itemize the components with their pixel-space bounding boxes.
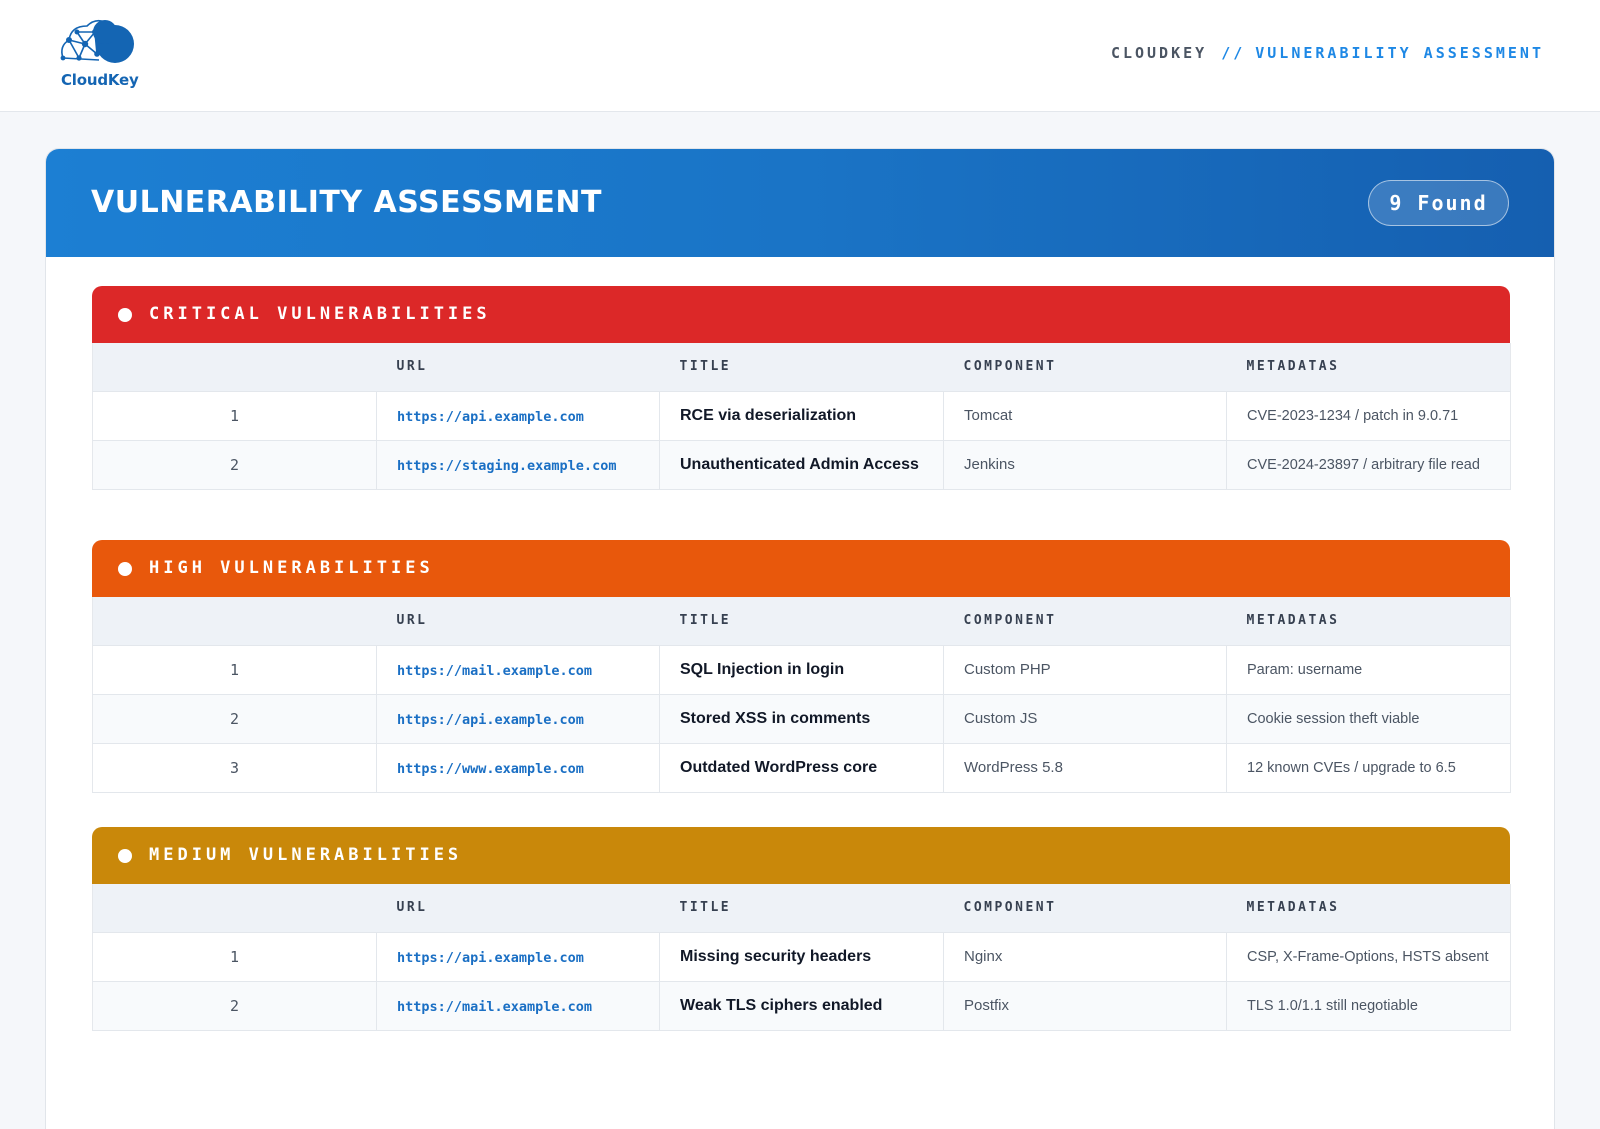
critical-vulnerabilities-section: [92, 286, 1510, 490]
column-header-component: COMPONENT: [944, 884, 1227, 932]
column-header-url: URL: [377, 597, 660, 645]
table-row[interactable]: [93, 440, 1511, 489]
metadata-cell: CSP, X-Frame-Options, HSTS absent: [1227, 932, 1511, 981]
breadcrumb-current-page: VULNERABILITY ASSESSMENT: [1255, 44, 1544, 62]
section-title: CRITICAL VULNERABILITIES: [149, 304, 491, 324]
severity-dot-icon: [118, 562, 132, 576]
table-row[interactable]: [93, 645, 1511, 694]
section-title: HIGH VULNERABILITIES: [149, 558, 434, 578]
table-row[interactable]: [93, 743, 1511, 792]
metadata-cell: CVE-2023-1234 / patch in 9.0.71: [1227, 391, 1511, 440]
logo-text: CloudKey: [61, 71, 139, 89]
table-header-row: [93, 884, 1511, 932]
severity-dot-icon: [118, 308, 132, 322]
vulnerability-title: Weak TLS ciphers enabled: [660, 981, 944, 1030]
column-header-index: [93, 343, 377, 391]
table-row[interactable]: [93, 391, 1511, 440]
row-index: 2: [93, 440, 377, 489]
component-cell: Custom JS: [944, 694, 1227, 743]
medium-vulnerabilities-table: [92, 884, 1511, 1031]
vulnerability-title: Outdated WordPress core: [660, 743, 944, 792]
card-header: [46, 149, 1554, 257]
row-index: 1: [93, 932, 377, 981]
column-header-index: [93, 597, 377, 645]
component-cell: Custom PHP: [944, 645, 1227, 694]
high-section-header: [92, 540, 1510, 597]
found-count-badge: 9 Found: [1368, 180, 1509, 226]
component-cell: Nginx: [944, 932, 1227, 981]
url-link[interactable]: https://api.example.com: [377, 932, 660, 981]
metadata-cell: Param: username: [1227, 645, 1511, 694]
column-header-url: URL: [377, 884, 660, 932]
component-cell: Tomcat: [944, 391, 1227, 440]
column-header-metadatas: METADATAS: [1227, 343, 1511, 391]
section-title: MEDIUM VULNERABILITIES: [149, 845, 463, 865]
severity-dot-icon: [118, 849, 132, 863]
critical-vulnerabilities-table: [92, 343, 1511, 490]
high-vulnerabilities-table: [92, 597, 1511, 793]
vulnerability-title: Missing security headers: [660, 932, 944, 981]
column-header-title: TITLE: [660, 343, 944, 391]
breadcrumb: [1111, 44, 1544, 62]
assessment-card: [45, 148, 1555, 1129]
table-header-row: [93, 597, 1511, 645]
url-link[interactable]: https://api.example.com: [377, 391, 660, 440]
url-link[interactable]: https://mail.example.com: [377, 981, 660, 1030]
medium-vulnerabilities-section: [92, 827, 1510, 1031]
column-header-metadatas: METADATAS: [1227, 884, 1511, 932]
column-header-metadatas: METADATAS: [1227, 597, 1511, 645]
page-title: VULNERABILITY ASSESSMENT: [91, 185, 602, 220]
row-index: 1: [93, 391, 377, 440]
column-header-index: [93, 884, 377, 932]
column-header-component: COMPONENT: [944, 343, 1227, 391]
vulnerability-title: RCE via deserialization: [660, 391, 944, 440]
table-row[interactable]: [93, 932, 1511, 981]
metadata-cell: Cookie session theft viable: [1227, 694, 1511, 743]
vulnerability-title: Unauthenticated Admin Access: [660, 440, 944, 489]
column-header-url: URL: [377, 343, 660, 391]
vulnerability-title: SQL Injection in login: [660, 645, 944, 694]
vulnerability-title: Stored XSS in comments: [660, 694, 944, 743]
url-link[interactable]: https://mail.example.com: [377, 645, 660, 694]
breadcrumb-brand[interactable]: CLOUDKEY: [1110, 44, 1208, 62]
row-index: 3: [93, 743, 377, 792]
table-row[interactable]: [93, 981, 1511, 1030]
metadata-cell: 12 known CVEs / upgrade to 6.5: [1227, 743, 1511, 792]
column-header-title: TITLE: [660, 884, 944, 932]
row-index: 2: [93, 981, 377, 1030]
component-cell: Jenkins: [944, 440, 1227, 489]
medium-section-header: [92, 827, 1510, 884]
component-cell: Postfix: [944, 981, 1227, 1030]
url-link[interactable]: https://staging.example.com: [377, 440, 660, 489]
table-header-row: [93, 343, 1511, 391]
critical-section-header: [92, 286, 1510, 343]
breadcrumb-separator: //: [1221, 44, 1246, 62]
table-row[interactable]: [93, 694, 1511, 743]
row-index: 1: [93, 645, 377, 694]
high-vulnerabilities-section: [92, 540, 1510, 793]
column-header-component: COMPONENT: [944, 597, 1227, 645]
metadata-cell: TLS 1.0/1.1 still negotiable: [1227, 981, 1511, 1030]
url-link[interactable]: https://www.example.com: [377, 743, 660, 792]
component-cell: WordPress 5.8: [944, 743, 1227, 792]
cloud-network-logo-icon: [55, 14, 139, 74]
top-bar: [0, 0, 1600, 112]
metadata-cell: CVE-2024-23897 / arbitrary file read: [1227, 440, 1511, 489]
cloudkey-logo[interactable]: [52, 14, 142, 94]
row-index: 2: [93, 694, 377, 743]
url-link[interactable]: https://api.example.com: [377, 694, 660, 743]
column-header-title: TITLE: [660, 597, 944, 645]
